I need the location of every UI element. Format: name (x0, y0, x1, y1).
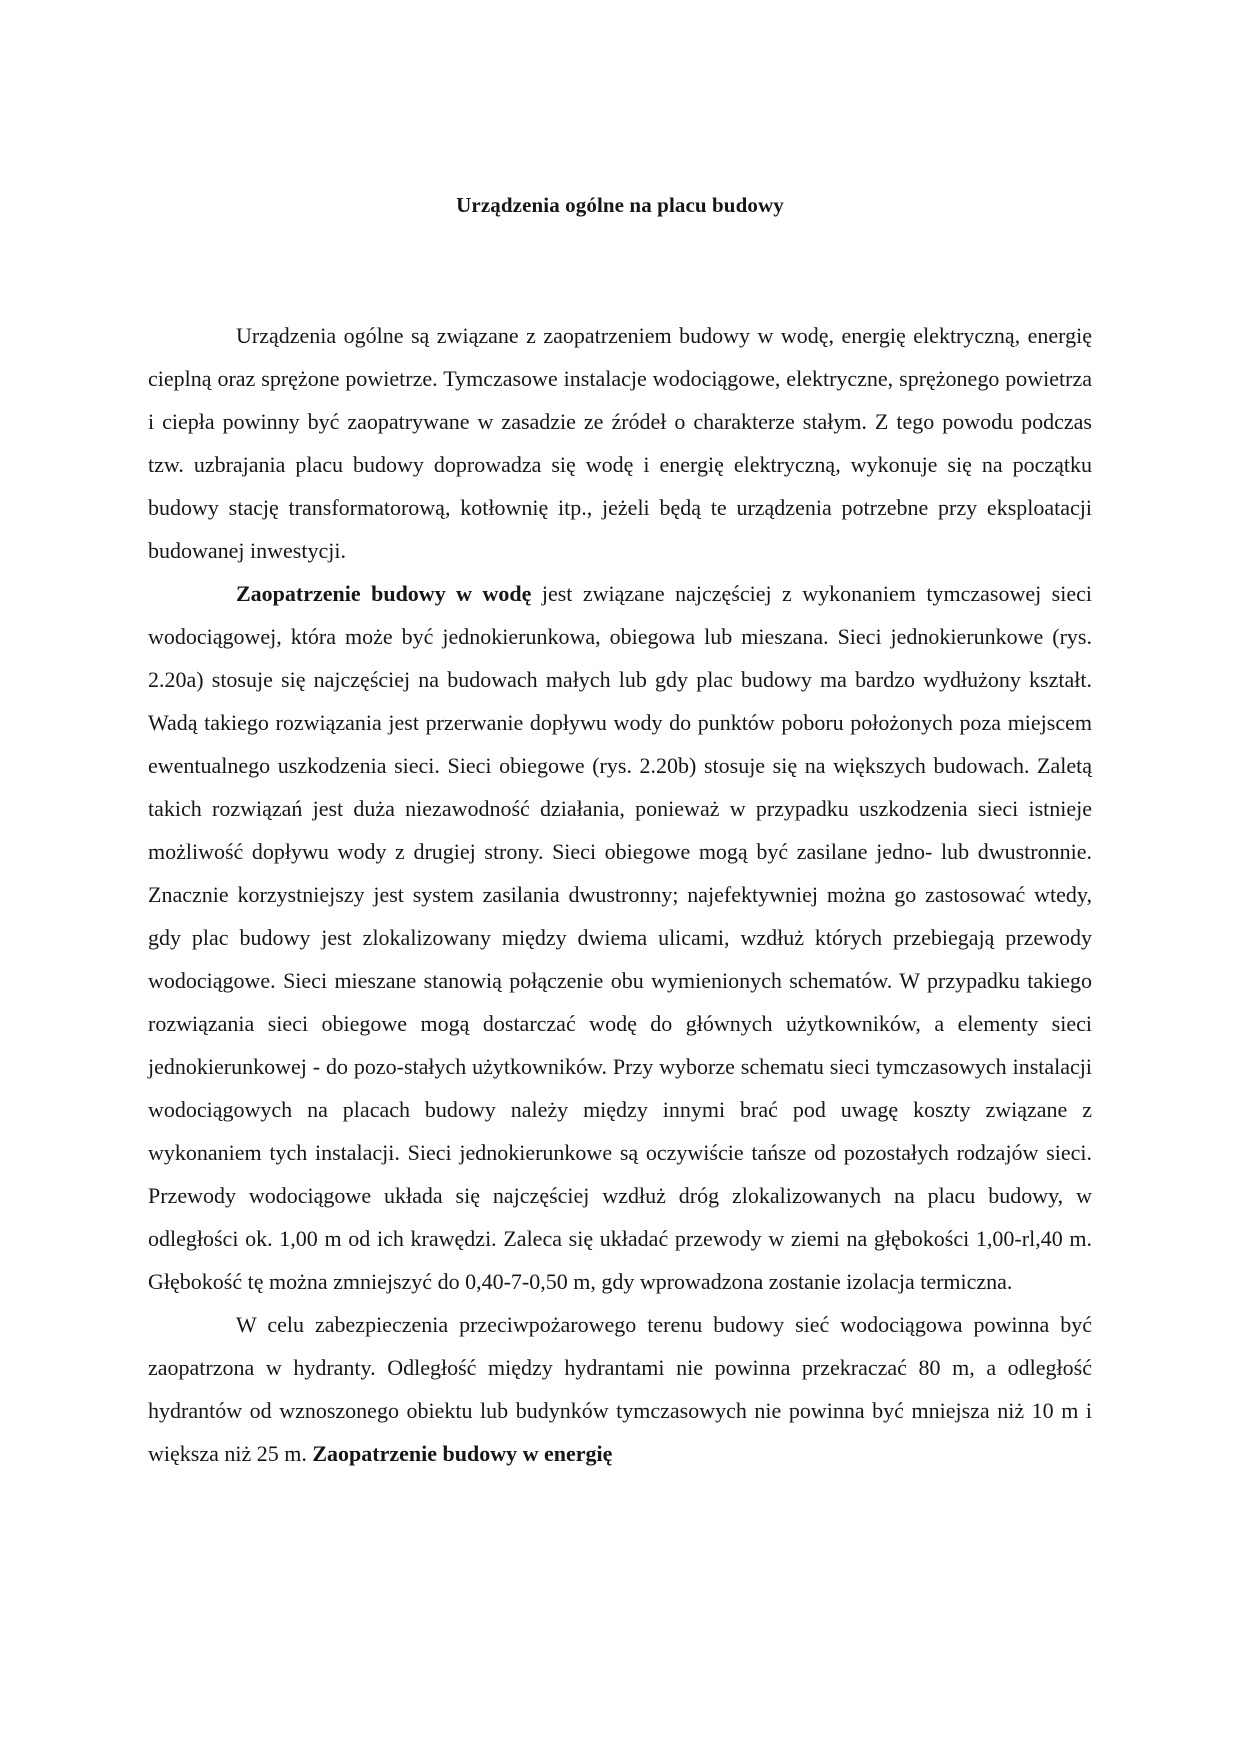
bold-trailing-phrase: Zaopatrzenie budowy w energię (312, 1441, 613, 1466)
paragraph-fire-protection (148, 1303, 1092, 1475)
document-title: Urządzenia ogólne na placu budowy (456, 193, 784, 217)
paragraph-text: W celu zabezpieczenia przeciwpożarowego terenu budowy sieć wodociągowa powinna być zaopatrzona w hydranty. Odległość między hydrantami nie powinna przekraczać 80 m, a odległość hydrantów od wznoszonego obiektu lub budynków tymczasowych nie powinna być mniejsza niż 10 m i większa niż 25 m. (148, 1312, 1092, 1466)
bold-lead-phrase: Zaopatrzenie budowy w wodę (236, 581, 532, 606)
paragraph-water-supply (148, 572, 1092, 1303)
paragraph-text: jest związane najczęściej z wykonaniem tymczasowej sieci wodociągowej, która może być jednokierunkowa, obiegowa lub mieszana. Sieci jednokierunkowe (rys. 2.20a) stosuje się najczęściej na budowach małych lub gdy plac budowy ma bardzo wydłużony kształt. Wadą takiego rozwiązania jest przerwanie dopływu wody do punktów poboru położonych poza miejscem ewentualnego uszkodzenia sieci. Sieci obiegowe (rys. 2.20b) stosuje się na większych budowach. Zaletą takich rozwiązań jest duża niezawodność działania, ponieważ w przypadku uszkodzenia sieci istnieje możliwość dopływu wody z drugiej strony. Sieci obiegowe mogą być zasilane jedno- lub dwustronnie. Znacznie korzystniejszy jest system zasilania dwustronny; najefektywniej można go zastosować wtedy, gdy plac budowy jest zlokalizowany między dwiema ulicami, wzdłuż których przebiegają przewody wodociągowe. Sieci mieszane stanowią połączenie obu wymienionych schematów. W przypadku takiego rozwiązania sieci obiegowe mogą dostarczać wodę do głównych użytkowników, a elementy sieci jednokierunkowej - do pozo-stałych użytkowników. Przy wyborze schematu sieci tymczasowych instalacji wodociągowych na placach budowy należy między innymi brać pod uwagę koszty związane z wykonaniem tych instalacji. Sieci jednokierunkowe są oczywiście tańsze od pozostałych rodzajów sieci. Przewody wodociągowe układa się najczęściej wzdłuż dróg zlokalizowanych na placu budowy, w odległości ok. 1,00 m od ich krawędzi. Zaleca się układać przewody w ziemi na głębokości 1,00-rl,40 m. Głębokość tę można zmniejszyć do 0,40-7-0,50 m, gdy wprowadzona zostanie izolacja termiczna. (148, 581, 1092, 1294)
document-body (148, 314, 1092, 1475)
paragraph-text: Urządzenia ogólne są związane z zaopatrzeniem budowy w wodę, energię elektryczną, energię cieplną oraz sprężone powietrze. Tymczasowe instalacje wodociągowe, elektryczne, sprężonego powietrza i ciepła powinny być zaopatrywane w zasadzie ze źródeł o charakterze stałym. Z tego powodu podczas tzw. uzbrajania placu budowy doprowadza się wodę i energię elektryczną, wykonuje się na początku budowy stację transformatorową, kotłownię itp., jeżeli będą te urządzenia potrzebne przy eksploatacji budowanej inwestycji. (148, 323, 1092, 563)
paragraph-intro (148, 314, 1092, 572)
